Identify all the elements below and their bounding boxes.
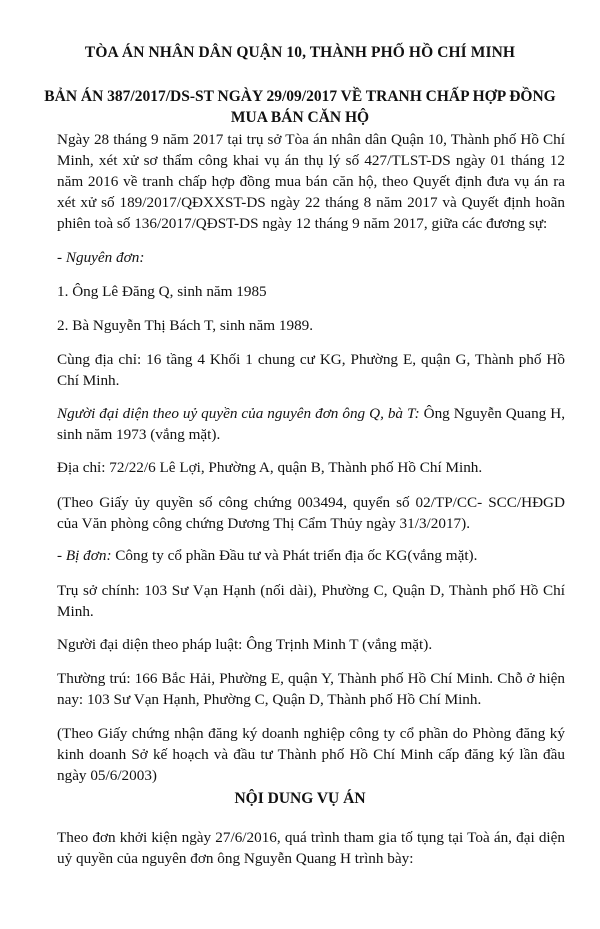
section-heading: NỘI DUNG VỤ ÁN <box>234 790 366 807</box>
authorization-note: (Theo Giấy ủy quyền số công chứng 003494, quyển số 02/TP/CC- SCC/HĐGD của Văn phòng công chứng Dương Thị Cẩm Thủy ngày 31/3/2017). <box>57 494 565 532</box>
case-content-paragraph: Theo đơn khởi kiện ngày 27/6/2016, quá trình tham gia tố tụng tại Toà án, đại diện uỷ quyền của nguyên đơn ông Nguyễn Quang H trình bày: <box>57 829 565 867</box>
court-name-heading: TÒA ÁN NHÂN DÂN QUẬN 10, THÀNH PHỐ HỒ CHÍ MINH <box>84 44 516 61</box>
plaintiff-1: 1. Ông Lê Đăng Q, sinh năm 1985 <box>57 283 267 300</box>
defendant-paragraph <box>57 545 565 566</box>
representative-paragraph <box>57 403 565 445</box>
plaintiff-label: - Nguyên đơn: <box>57 249 145 266</box>
plaintiff-address: Cùng địa chỉ: 16 tầng 4 Khối 1 chung cư KG, Phường E, quận G, Thành phố Hồ Chí Minh. <box>57 351 565 389</box>
business-registration-note: (Theo Giấy chứng nhận đăng ký doanh nghiệp công ty cổ phần do Phòng đăng ký kinh doanh Sở kế hoạch và đầu tư Thành phố Hồ Chí Minh cấp đăng ký lần đầu ngày 05/6/2003) <box>57 725 565 784</box>
representative-address: Địa chỉ: 72/22/6 Lê Lợi, Phường A, quận B, Thành phố Hồ Chí Minh. <box>57 459 483 476</box>
verdict-title: BẢN ÁN 387/2017/DS-ST NGÀY 29/09/2017 VỀ TRANH CHẤP HỢP ĐỒNG MUA BÁN CĂN HỘ <box>44 88 556 126</box>
representative-text: Ông Nguyễn Quang H, sinh năm 1973 (vắng mặt). <box>57 405 565 443</box>
defendant-headquarters: Trụ sở chính: 103 Sư Vạn Hạnh (nối dài), Phường C, Quận D, Thành phố Hồ Chí Minh. <box>57 582 565 620</box>
defendant-label: - Bị đơn: <box>57 547 112 564</box>
representative-label: Người đại diện theo uỷ quyền của nguyên đơn ông Q, bà T: <box>57 405 420 422</box>
intro-paragraph: Ngày 28 tháng 9 năm 2017 tại trụ sở Tòa án nhân dân Quận 10, Thành phố Hồ Chí Minh, xét xử sơ thẩm công khai vụ án thụ lý số 427/TLST-DS ngày 01 tháng 12 năm 2016 về tranh chấp hợp đồng mua bán căn hộ, theo Quyết định đưa vụ án ra xét xử số 189/2017/QĐXXST-DS ngày 22 tháng 8 năm 2017 và Quyết định hoãn phiên toà số 136/2017/QĐST-DS ngày 12 tháng 9 năm 2017, giữa các đương sự: <box>57 131 565 232</box>
defendant-text: Công ty cổ phần Đầu tư và Phát triển địa ốc KG(vắng mặt). <box>111 547 478 564</box>
plaintiff-2: 2. Bà Nguyễn Thị Bách T, sinh năm 1989. <box>57 317 314 334</box>
legal-representative: Người đại diện theo pháp luật: Ông Trịnh Minh T (vắng mặt). <box>57 636 433 653</box>
legal-rep-residence: Thường trú: 166 Bắc Hải, Phường E, quận Y, Thành phố Hồ Chí Minh. Chỗ ở hiện nay: 103 Sư Vạn Hạnh, Phường C, Quận D, Thành phố Hồ Chí Minh. <box>57 670 565 708</box>
